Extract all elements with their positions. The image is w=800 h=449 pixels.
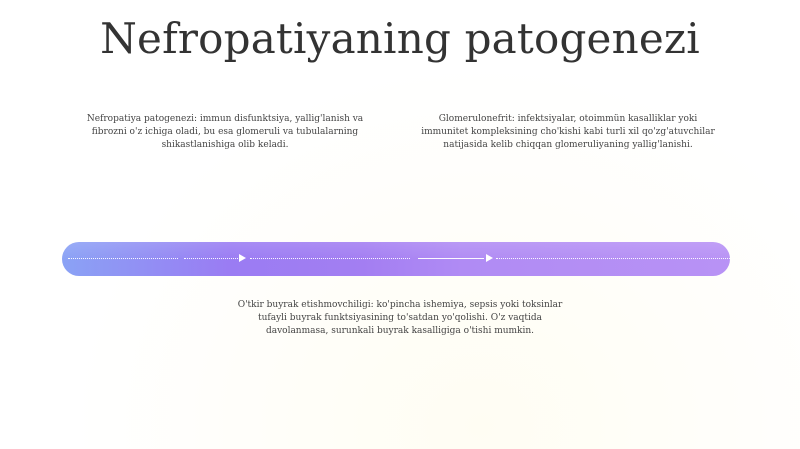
timeline-dotted-line [496, 258, 730, 259]
timeline-highlight [62, 242, 730, 276]
page-title: Nefropatiyaning patogenezi [100, 14, 700, 63]
arrow-right-icon [486, 254, 493, 262]
description-acute-kidney-failure: O'tkir buyrak etishmovchiligi: ko'pincha ishemiya, sepsis yoki toksinlar tufayli buyrak funktsiyasining to'satdan yo'qolishi. O'z vaqtida davolanmasa, surunkali buyrak kasalligiga o'tishi mumkin. [237, 300, 563, 336]
timeline-solid-line [418, 258, 484, 259]
arrow-right-icon [239, 254, 246, 262]
description-glomerulonephritis: Glomerulonefrit: infektsiyalar, otoimmün kasalliklar yoki immunitet kompleksining cho'kishi kabi turli xil qo'zg'atuvchilar natijasida kelib chiqqan glomeruliyaning yallig'lanishi. [421, 114, 715, 150]
timeline-bar [62, 242, 730, 276]
timeline-dotted-line [184, 258, 240, 259]
timeline-dotted-line [250, 258, 410, 259]
timeline-dotted-line [68, 258, 178, 259]
description-pathogenesis: Nefropatiya patogenezi: immun disfunktsiya, yallig'lanish va fibrozni o'z ichiga oladi, bu esa glomeruli va tubulalarning shikastlanishiga olib keladi. [86, 114, 364, 150]
